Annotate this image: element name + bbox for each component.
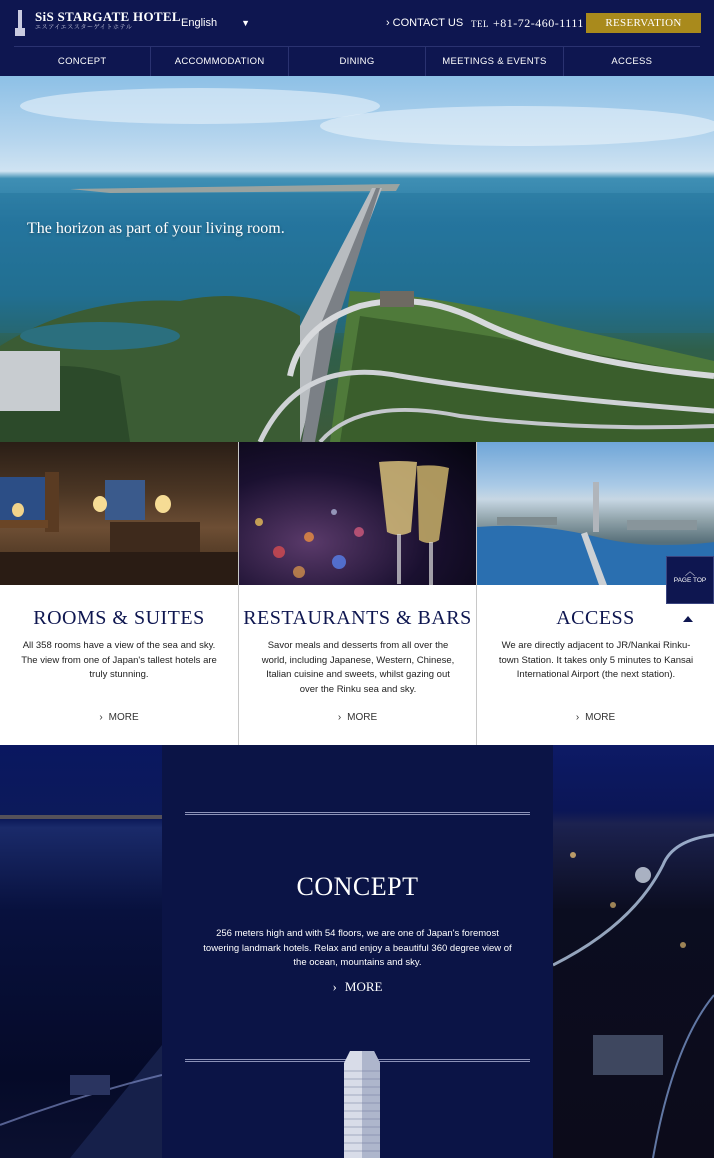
more-link[interactable]: › MORE (575, 712, 616, 723)
chevron-right-icon: › (337, 712, 342, 723)
chevron-right-icon: › (332, 979, 337, 994)
main-nav (14, 46, 700, 76)
card-title: RESTAURANTS & BARS (243, 607, 472, 629)
card-title: ROOMS & SUITES (33, 607, 205, 629)
contact-us-link[interactable] (386, 17, 463, 29)
nav-item-dining[interactable]: DINING (288, 47, 425, 76)
site-header (0, 0, 714, 76)
chevron-right-icon: › (386, 17, 390, 29)
chevron-right-icon: › (99, 712, 103, 723)
restaurants-photo (239, 442, 476, 585)
hero-bridge-illustration (0, 76, 714, 442)
nav-item-concept[interactable]: CONCEPT (57, 56, 107, 67)
contact-us-label: CONTACT US (392, 17, 464, 29)
divider-line (185, 812, 530, 815)
hotel-logo[interactable] (14, 10, 181, 38)
card-description: Savor meals and desserts from all over the world, including Japanese, Western, Chinese, Italian cuisine and sweets, whilst gazing out over the Rinku sea and sky. (261, 640, 455, 695)
night-sea-photo (0, 745, 162, 1158)
page-top-button[interactable] (666, 556, 714, 604)
tel-number: +81-72-460-1111 (493, 16, 584, 30)
card-description: We are directly adjacent to JR/Nankai Rinku-town Station. It takes only 5 minutes to Kansai International Airport (the next station). (498, 640, 694, 680)
card-title: ACCESS (556, 607, 635, 629)
concept-more-link[interactable]: › MORE (332, 979, 383, 994)
language-label: English (181, 17, 218, 29)
hero-image (0, 76, 714, 442)
caret-down-icon: ▼ (241, 18, 250, 28)
language-selector[interactable] (181, 17, 250, 29)
feature-cards (0, 442, 714, 745)
concept-section (0, 745, 714, 1158)
tel-label: TEL (471, 19, 489, 29)
nav-item-accommodation[interactable]: ACCOMMODATION (150, 47, 287, 76)
card-description: All 358 rooms have a view of the sea and sky. The view from one of Japan's tallest hotels are truly stunning. (21, 640, 217, 680)
hotel-tower-icon (320, 1051, 404, 1158)
concept-description: 256 meters high and with 54 floors, we are one of Japan's foremost towering landmark hotels. Relax and enjoy a beautiful 360 degree view of the ocean, mountains and sky. (203, 928, 512, 968)
nav-item-meetings-events[interactable]: MEETINGS & EVENTS (425, 47, 562, 76)
page-top-label: PAGE TOP (673, 577, 707, 584)
card-restaurants-bars[interactable] (238, 442, 476, 745)
chevron-right-icon: › (575, 712, 580, 723)
reservation-button[interactable]: RESERVATION (586, 13, 701, 33)
concept-title: CONCEPT (296, 872, 419, 901)
concept-panel (162, 745, 553, 1158)
rooms-photo (0, 442, 238, 585)
arrow-up-icon: ︿ (685, 567, 695, 578)
more-link[interactable]: › MORE (99, 712, 139, 723)
logo-name: SiS STARGATE HOTEL (35, 9, 181, 24)
phone-number[interactable] (471, 16, 584, 31)
night-city-photo (553, 745, 714, 1158)
triangle-up-icon[interactable] (683, 616, 693, 622)
card-rooms-suites[interactable] (0, 442, 238, 745)
nav-item-access[interactable]: ACCESS (563, 47, 700, 76)
hero-tagline: The horizon as part of your living room. (27, 220, 285, 237)
logo-subtitle: エスアイエススターゲイトホテル (35, 25, 133, 31)
more-link[interactable]: › MORE (337, 712, 378, 723)
tower-logo-icon (14, 10, 26, 36)
